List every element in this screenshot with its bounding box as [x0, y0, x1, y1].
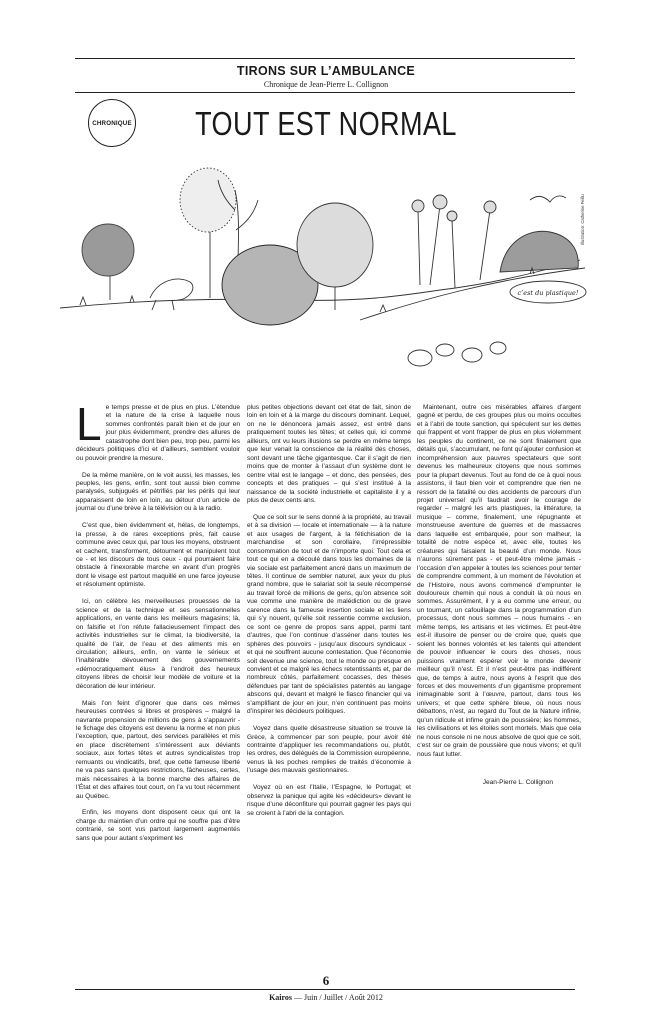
footer-rule	[75, 989, 575, 990]
issue-date: — Juin / Juillet / Août 2012	[292, 993, 383, 1002]
rock-1	[408, 350, 432, 366]
badge-label: CHRONIQUE	[92, 119, 132, 127]
tall-tree-crown	[180, 168, 236, 232]
rock-3	[462, 348, 482, 362]
bird	[530, 196, 566, 202]
section-subtitle: Chronique de Jean-Pierre L. Collignon	[263, 80, 389, 89]
left-tree-crown	[82, 224, 134, 276]
paragraph: Voyez où en est l’Italie, l’Espagne, le Portugal; et observez la panique qui agite les «décideurs» devant le risque d’une déconfiture qui pourrait gagner les pays qui se croient à l’abri de la contagion.	[247, 784, 411, 817]
publication-name: Kairos	[269, 993, 293, 1002]
hay-mound	[500, 231, 578, 272]
paragraph: Voyez dans quelle désastreuse situation se trouve la Grèce, à commencer par son peuple, pour avoir été contrainte d’appliquer les recommandations ou, plutôt, les ordres, des délégués de la Commission européenne, venus là les poches remplies de traités d’économie à l’usage des mauvais gestionnaires.	[247, 725, 411, 775]
article-column-2	[247, 404, 411, 826]
header-bottom-rule	[75, 92, 575, 93]
section-title: TIRONS SUR L’AMBULANCE	[236, 64, 416, 78]
paragraph: Enfin, les moyens dont disposent ceux qui ont la charge du maintien d’un ordre qui ne souffre pas d’être contrarié, se sont vus partout largement augmentés sans que pour autant s’expriment les	[76, 809, 240, 842]
article-illustration	[60, 150, 590, 385]
paragraph: C’est que, bien évidemment et, hélas, de longtemps, la presse, à de rares exceptions près, fait cause commune avec ceux qui, par tous les moyens, obstruent et cachent, transforment, détournent et manipulent tout ce - et les discours de tous ceux - qui pourraient faire obstacle à l’inexorable marche en avant d’un progrès dont le visage est partout maquillé en une farce joyeuse et résolument optimiste.	[76, 522, 240, 589]
article-title: TOUT EST NORMAL	[195, 105, 457, 142]
paragraph: De la même manière, on le voit aussi, les masses, les peuples, les gens, enfin, sont tout aussi bien comme paralysés, subjugués et pétrifiés par les périls qui leur apparaissent de loin en loin, au détour d’un article de journal ou d’une brève à la télévision ou à la radio.	[76, 471, 240, 513]
paragraph: Que ce soit sur le sens donné à la propriété, au travail et à sa division — locale et internationale — à la nature et aux usages de l’argent, à la fétichisation de la marchandise et son corollaire, l’irrépressible consommation de tout et de n’importe quoi. Tout cela et tout ce qui en a découlé dans tous les domaines de la vie sociale est parfaitement ancré dans un maximum de têtes. Il continue de sembler naturel, aux yeux du plus grand nombre, que le salariat soit la seule récompense au travail forcé de millions de gens, qu’on absence soit vue comme une manière de malédiction ou de grave carence dans la fameuse insertion sociale et les liens qui s’y nouent, qu’elle soit ressentie comme exclusion, ce sont ce genre de propos sans appel, parmi tant d’autres, que l’on continue d’asséner dans toutes les sphères des pouvoirs - jusqu’aux discours syndicaux - et qui ne souffrent aucune contestation. Que l’économie soit devenue une science, tout le monde ou presque en convient et ce malgré les échecs retentissants et, par de nombreux côtés, parfaitement cocasses, des thèses défendues par tant de spécialistes patentés au langage abscons qui, devant et malgré le fiasco financier qui va s’amplifiant de jour en jour, n’en continuent pas moins d’inspirer les décideurs politiques.	[247, 513, 411, 716]
paragraph: Mais l’on feint d’ignorer que dans ces mêmes heureuses contrées si libres et prospères – malgré la navrante propension de millions de gens à s’appauvrir - le fichage des citoyens est devenu la norme et non plus l’exception, que, partout, des services parallèles et mis en place discrètement s’intéressent aux déviants sociaux, aux fortes têtes et autres syndicalistes trop remuants ou vindicatifs, bref, que cette fameuse liberté ne va pas sans quelques restrictions, fâcheuses, certes, mais nécessaires à la bonne marche des affaires de l’État et des affaires tout court, on l’a vu tout récemment au Québec.	[76, 699, 240, 800]
paragraph: Maintenant, outre ces misérables affaires d’argent gagné et perdu, de ces groupes plus ou moins occultes et à l’abri de toute sanction, qui spéculent sur les dettes qui frappent et vont frapper de plus en plus violemment les peuples du continent, ce ne sont finalement que détails qui, s’accumulant, ne font qu’ajouter confusion et incompréhension aux pauvres spectateurs que sont devenus les malheureux citoyens que nous sommes pour la plupart devenus. Tout au fond de ce à quoi nous assistons, il faut bien voir et comprendre que rien ne ressort de la fatalité ou des accidents de parcours d’un projet universel qu’il faudrait avoir le courage de regarder – malgré les arts plastiques, la littérature, la musique – comme, finalement, une répugnante et monstrueuse aventure de guerres et de massacres dans laquelle est embarquée, pour son malheur, la totalité de notre espèce et, avec elle, toutes les créatures qui faisaient la beauté d’un monde. Nous n’aurons sûrement pas - et peut-être même jamais - l’occasion d’en appeler à toutes les sciences pour tenter de comprendre comment, à un moment de l’évolution et de l’Histoire, nous avons commencé d’emprunter le douloureux chemin qui nous a conduit là où nous en sommes. Assurément, il y a eu comme une erreur, ou un tournant, un cafouillage dans la programmation d’un processus, dont nous sommes – nous humains - en même temps, les artisans et les victimes. Et peut-être est-il illusoire de penser ou de croire que, quels que soient les bonnes volontés et les talents qui attendent de pouvoir influencer le cours des choses, nous puissions vraiment espérer voir le monde devenir meilleur qu’il n’est. Et il n’est peut-être pas indifférent que, de temps à autre, nous ayons à l’esprit que des forces et des mouvements d’un gigantisme proprement inimaginable sont à l’œuvre, partout, dans tous les univers; et que cette sphère bleue, où nous nous débattons, n’est, au regard du Tout de la Nature infinie, qu’un ridicule et infime grain de poussière; les hommes, les civilisations et les étoiles sont mortels. Mais que cela ne nous console ni ne nous absolve de quoi que ce soit, c’est sur ce grain de poussière que nous vivons; et qu’il nous faut lutter.	[417, 404, 581, 758]
header-top-rule	[75, 58, 575, 59]
speech-bubble-text: c’est du plastique!	[517, 289, 579, 297]
author-signature: Jean-Pierre L. Collignon	[482, 779, 553, 787]
illustration-credit: Illustration: Catherine Feillu	[580, 194, 585, 245]
chronique-badge	[88, 99, 136, 147]
article-column-3	[417, 404, 581, 796]
article-column-1	[76, 398, 240, 852]
leafy-tree	[297, 203, 373, 287]
rock-2	[436, 344, 454, 356]
creature	[150, 279, 193, 310]
page-number: 6	[322, 973, 330, 988]
paragraph: plus petites objections devant cet état de fait, sinon de loin en loin et à la marge du discours dominant. Lequel, on ne le dénoncera jamais assez, est entré dans pratiquement toutes les têtes; et celles qui, ici comme ailleurs, ont vu leurs illusions se perdre en même temps que leur venait la conscience de la réalité des choses, sont devant une tâche gigantesque. Car il s’agit de rien moins que de monter à l’assaut d’un système dont le centre vital est le langage – et donc, des pensées, des concepts et des pratiques – qui s’est institué à la naissance de la société industrielle et capitaliste il y a plus de deux cents ans.	[247, 404, 411, 504]
paragraph: e temps presse et de plus en plus. L’étendue et la nature de la crise à laquelle nous sommes confrontés paraît bien et de jour en jour plus évidemment, prendre des allures de catastrophe dont bien peu, trop peu, parmi les décideurs politiques d’ici et d’ailleurs, semblent vouloir ou pouvoir prendre la mesure.	[76, 404, 240, 462]
paragraph: Ici, on célèbre les merveilleuses prouesses de la science et de la technique et ses sensationnelles applications, en vente dans les meilleurs magasins; là, on falsifie et l’on réfute fallacieusement l’impact des activités industrielles sur le climat, la biodiversité, la qualité de l’air, de l’eau et des aliments mis en circulation; ailleurs, enfin, on vante le sérieux et l’inaltérable dévouement des gouvernements «démocratiquement élus» à l’endroit des heureux citoyens libres de choisir leur modèle de voiture et la décoration de leur intérieur.	[76, 598, 240, 690]
drop-cap: L	[76, 398, 102, 450]
footer-publication-line	[0, 993, 652, 1002]
rock-4	[490, 342, 506, 354]
